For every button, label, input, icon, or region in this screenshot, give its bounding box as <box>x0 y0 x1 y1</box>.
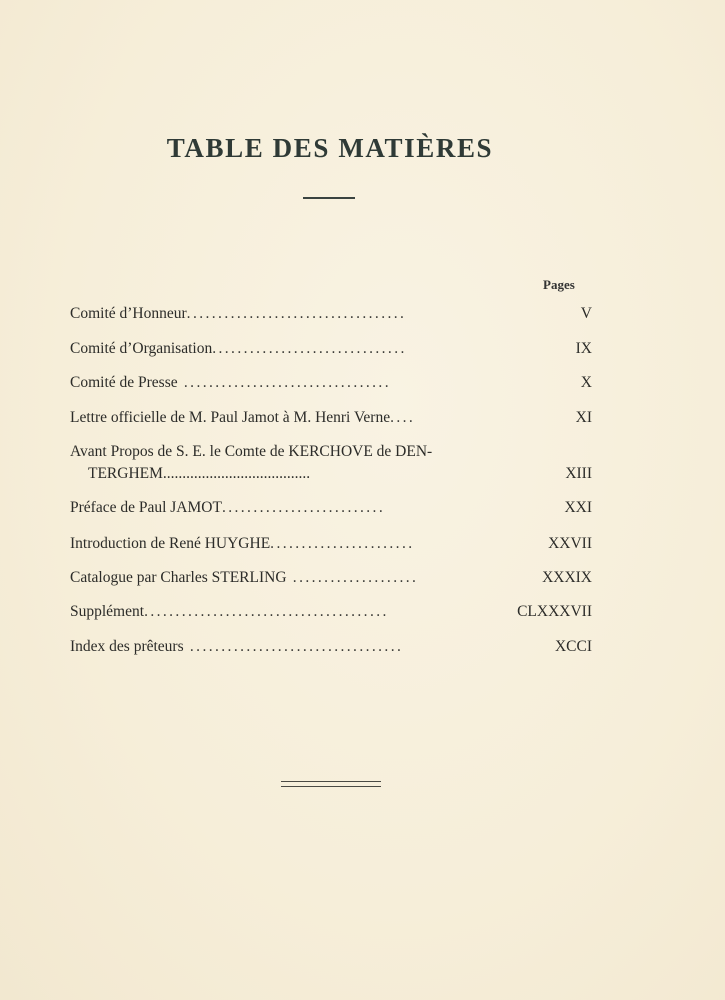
leader-dots: ....................... <box>270 535 415 552</box>
toc-entry-introduction <box>70 533 592 555</box>
leader-dots: ...................................... <box>162 465 311 482</box>
toc-entry-label: Introduction de René HUYGHE <box>70 535 271 552</box>
toc-entry-avant-propos <box>70 441 592 485</box>
toc-entry-label: Comité de Presse <box>70 374 178 391</box>
leader-dots: .... <box>390 409 416 426</box>
toc-entry-comite-honneur <box>70 303 592 325</box>
leader-dots: .................................. <box>183 638 404 655</box>
toc-entry-page: XXXIX <box>542 569 592 586</box>
toc-entry-index-preteurs <box>70 636 592 658</box>
toc-entry-label: Catalogue par Charles STERLING <box>70 569 287 586</box>
title-underline-rule <box>303 197 355 199</box>
toc-entry-label: Index des prêteurs <box>70 638 184 655</box>
toc-entry-page: CLXXXVII <box>517 603 592 620</box>
toc-entry-label: Comité d’Honneur <box>70 305 187 322</box>
toc-entry-page: X <box>580 374 592 391</box>
toc-entry-page: V <box>580 305 592 322</box>
toc-entry-page: XI <box>575 409 592 426</box>
toc-entry-page: XCCI <box>554 638 592 655</box>
leader-dots: ............................... <box>212 340 407 357</box>
toc-entry-catalogue <box>70 567 592 589</box>
toc-entry-preface <box>70 497 592 519</box>
toc-entry-comite-organisation <box>70 338 592 360</box>
toc-entry-label: Préface de Paul JAMOT <box>70 499 222 516</box>
toc-entry-comite-presse <box>70 372 592 394</box>
toc-entry-label: Lettre officielle de M. Paul Jamot à M. Henri Verne <box>70 409 391 426</box>
toc-entry-label: Comité d’Organisation <box>70 340 213 357</box>
page-title: TABLE DES MATIÈRES <box>166 133 494 163</box>
toc-entry-supplement <box>70 601 592 623</box>
toc-entry-page: XXVII <box>548 535 592 552</box>
leader-dots: ....................................... <box>144 603 389 620</box>
leader-dots: .......................... <box>221 499 386 516</box>
pages-column-header: Pages <box>543 277 575 292</box>
toc-entry-page: XIII <box>565 465 592 482</box>
toc-entry-label: Supplément <box>70 603 145 620</box>
leader-dots: ................................... <box>186 305 407 322</box>
toc-entry-page: IX <box>575 340 592 357</box>
toc-entry-lettre-officielle <box>70 407 592 429</box>
toc-entry-label-line2: TERGHEM <box>88 465 163 482</box>
closing-double-rule <box>281 781 381 787</box>
toc-entry-label: Avant Propos de S. E. le Comte de KERCHOVE de DEN- <box>70 443 433 460</box>
leader-dots: .................... <box>286 569 419 586</box>
leader-dots: ................................. <box>177 374 391 391</box>
toc-entry-page: XXI <box>564 499 592 516</box>
